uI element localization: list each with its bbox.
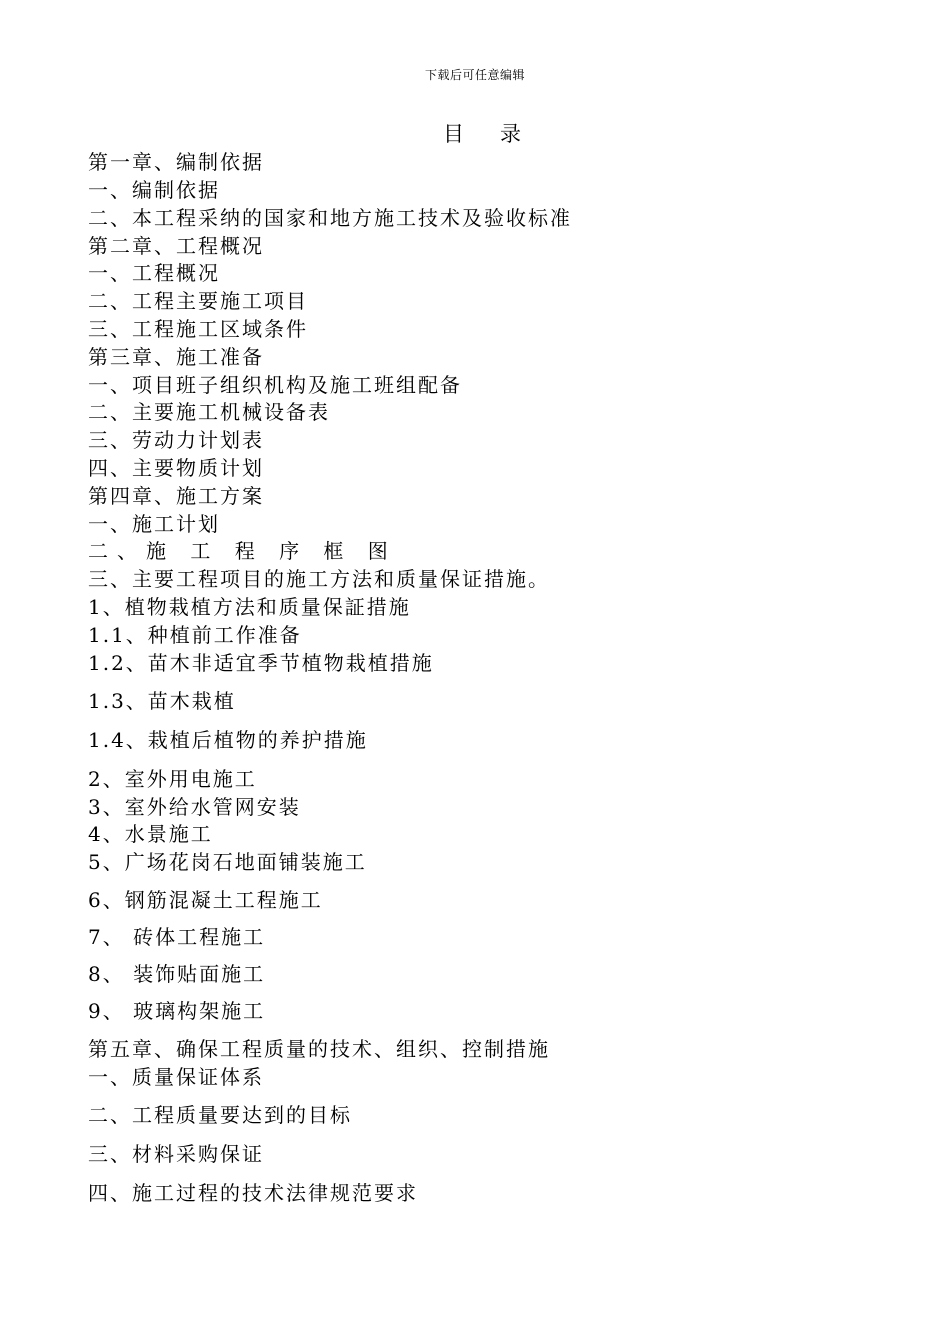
toc-entry: 2、室外用电施工	[88, 767, 257, 791]
toc-entry: 二、工程主要施工项目	[88, 289, 308, 313]
toc-entry: 1.1、种植前工作准备	[88, 623, 302, 647]
toc-entry: 3、室外给水管网安装	[88, 795, 301, 819]
toc-entry: 一、项目班子组织机构及施工班组配备	[88, 373, 462, 397]
page-header-note: 下载后可任意编辑	[424, 68, 525, 82]
toc-entry: 一、质量保证体系	[88, 1065, 264, 1089]
toc-entry: 6、钢筋混凝土工程施工	[88, 888, 323, 912]
toc-entry: 第二章、工程概况	[88, 234, 264, 258]
toc-entry: 一、编制依据	[88, 178, 220, 202]
toc-entry: 二、本工程采纳的国家和地方施工技术及验收标准	[88, 206, 572, 230]
toc-entry: 5、广场花岗石地面铺装施工	[88, 850, 367, 874]
toc-entry: 8、 装饰贴面施工	[88, 962, 266, 986]
toc-entry: 一、工程概况	[88, 261, 220, 285]
toc-entry: 第五章、确保工程质量的技术、组织、控制措施	[88, 1037, 550, 1061]
toc-entry: 4、水景施工	[88, 822, 213, 846]
toc-entry: 第三章、施工准备	[88, 345, 264, 369]
toc-entry: 二、工程质量要达到的目标	[88, 1103, 352, 1127]
toc-title-char-2: 录	[500, 122, 521, 146]
toc-title	[443, 118, 521, 148]
toc-entry: 1.4、栽植后植物的养护措施	[88, 728, 368, 752]
toc-entry: 1.3、苗木栽植	[88, 689, 236, 713]
toc-entry: 1.2、苗木非适宜季节植物栽植措施	[88, 651, 434, 675]
toc-entry: 第四章、施工方案	[88, 484, 264, 508]
toc-entry: 四、主要物质计划	[88, 456, 264, 480]
toc-entry: 一、施工计划	[88, 512, 220, 536]
toc-entry: 四、施工过程的技术法律规范要求	[88, 1181, 418, 1205]
toc-entry: 三、劳动力计划表	[88, 428, 264, 452]
toc-entry: 三、材料采购保证	[88, 1142, 264, 1166]
toc-entry: 二、主要施工机械设备表	[88, 400, 330, 424]
toc-entry: 三、工程施工区域条件	[88, 317, 308, 341]
toc-entry: 三、主要工程项目的施工方法和质量保证措施。	[88, 567, 550, 591]
toc-entry: 7、 砖体工程施工	[88, 925, 266, 949]
toc-entry: 第一章、编制依据	[88, 150, 264, 174]
toc-entry: 1、植物栽植方法和质量保証措施	[88, 595, 411, 619]
toc-entry: 9、 玻璃构架施工	[88, 999, 266, 1023]
toc-title-char-1: 目	[443, 122, 464, 146]
toc-entry: 二、施 工 程 序 框 图	[88, 539, 397, 563]
